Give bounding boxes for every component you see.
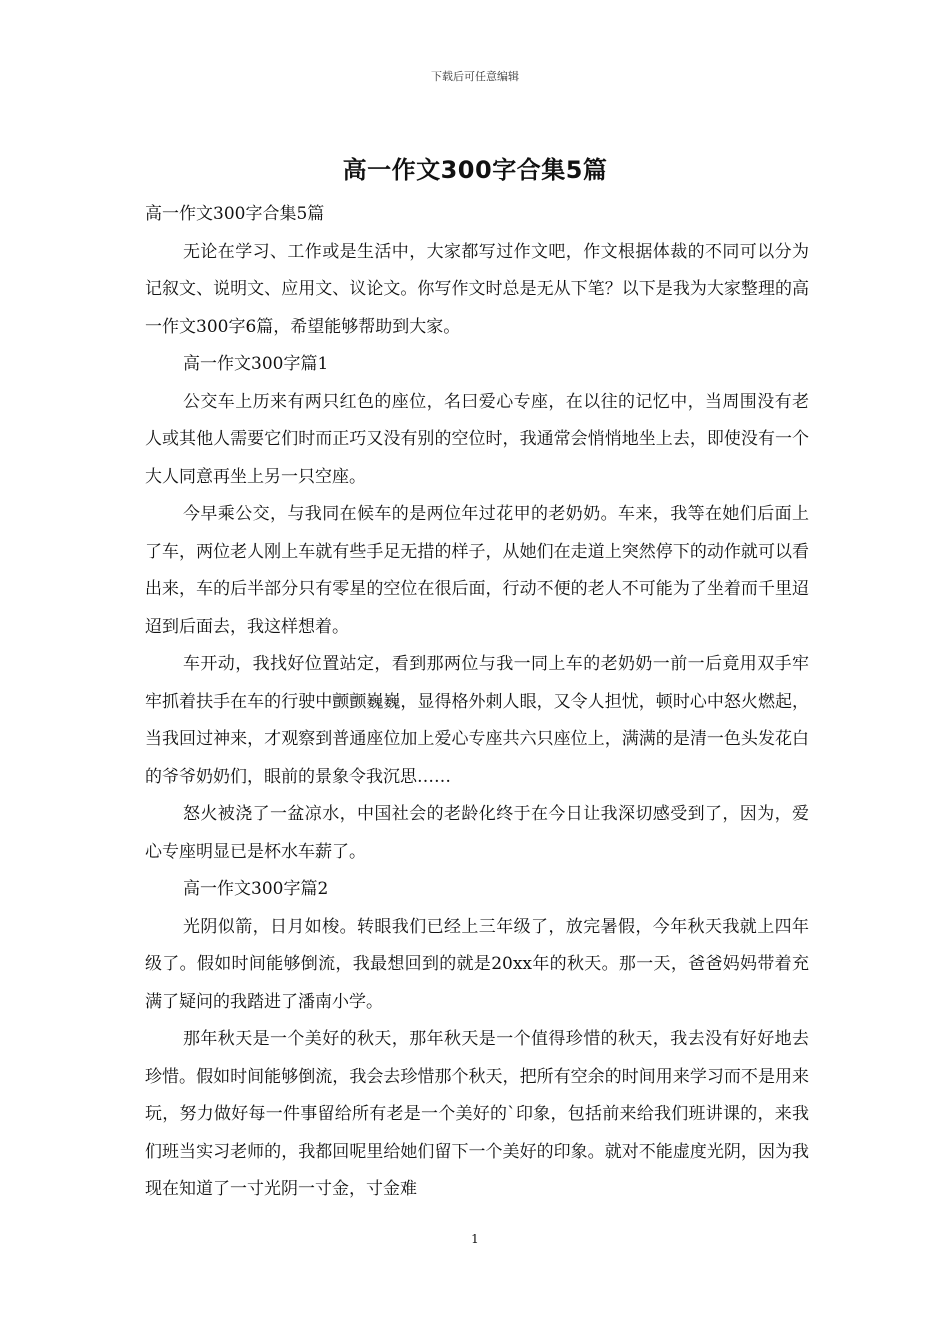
document-title: 高一作文300字合集5篇 [342, 156, 608, 184]
body-paragraph: 车开动，我找好位置站定，看到那两位与我一同上车的老奶奶一前一后竟用双手牢牢抓着扶手在车的行驶中颤颤巍巍，显得格外刺人眼，又令人担忧，顿时心中怒火燃起，当我回过神来，才观察到普通座位加上爱心专座共六只座位上，满满的是清一色头发花白的爷爷奶奶们，眼前的景象令我沉思…… [145, 654, 809, 787]
body-paragraph: 怒火被浇了一盆凉水，中国社会的老龄化终于在今日让我深切感受到了，因为，爱心专座明显已是杯水车薪了。 [145, 804, 809, 862]
section-heading-1: 高一作文300字篇1 [183, 354, 329, 374]
document-subtitle: 高一作文300字合集5篇 [145, 204, 325, 224]
document-body [145, 196, 809, 1209]
body-paragraph: 那年秋天是一个美好的秋天，那年秋天是一个值得珍惜的秋天，我去没有好好地去珍惜。假如时间能够倒流，我会去珍惜那个秋天，把所有空余的时间用来学习而不是用来玩，努力做好每一件事留给所有老是一个美好的`印象，包括前来给我们班讲课的，来我们班当实习老师的，我都回呢里给她们留下一个美好的印象。就对不能虚度光阴，因为我现在知道了一寸光阴一寸金，寸金难 [145, 1029, 809, 1199]
body-paragraph: 今早乘公交，与我同在候车的是两位年过花甲的老奶奶。车来，我等在她们后面上了车，两位老人刚上车就有些手足无措的样子，从她们在走道上突然停下的动作就可以看出来，车的后半部分只有零星的空位在很后面，行动不便的老人不可能为了坐着而千里迢迢到后面去，我这样想着。 [145, 504, 809, 637]
intro-paragraph: 无论在学习、工作或是生活中，大家都写过作文吧，作文根据体裁的不同可以分为记叙文、说明文、应用文、议论文。你写作文时总是无从下笔？以下是我为大家整理的高一作文300字6篇，希望能够帮助到大家。 [145, 241, 809, 337]
body-paragraph: 公交车上历来有两只红色的座位，名曰爱心专座，在以往的记忆中，当周围没有老人或其他人需要它们时而正巧又没有别的空位时，我通常会悄悄地坐上去，即使没有一个大人同意再坐上另一只空座。 [145, 391, 809, 487]
body-paragraph: 光阴似箭，日月如梭。转眼我们已经上三年级了，放完暑假，今年秋天我就上四年级了。假如时间能够倒流，我最想回到的就是20xx年的秋天。那一天，爸爸妈妈带着充满了疑问的我踏进了潘南小学。 [145, 916, 809, 1012]
page-number: 1 [471, 1232, 479, 1246]
section-heading-2: 高一作文300字篇2 [183, 879, 329, 899]
header-note: 下载后可任意编辑 [431, 70, 519, 83]
